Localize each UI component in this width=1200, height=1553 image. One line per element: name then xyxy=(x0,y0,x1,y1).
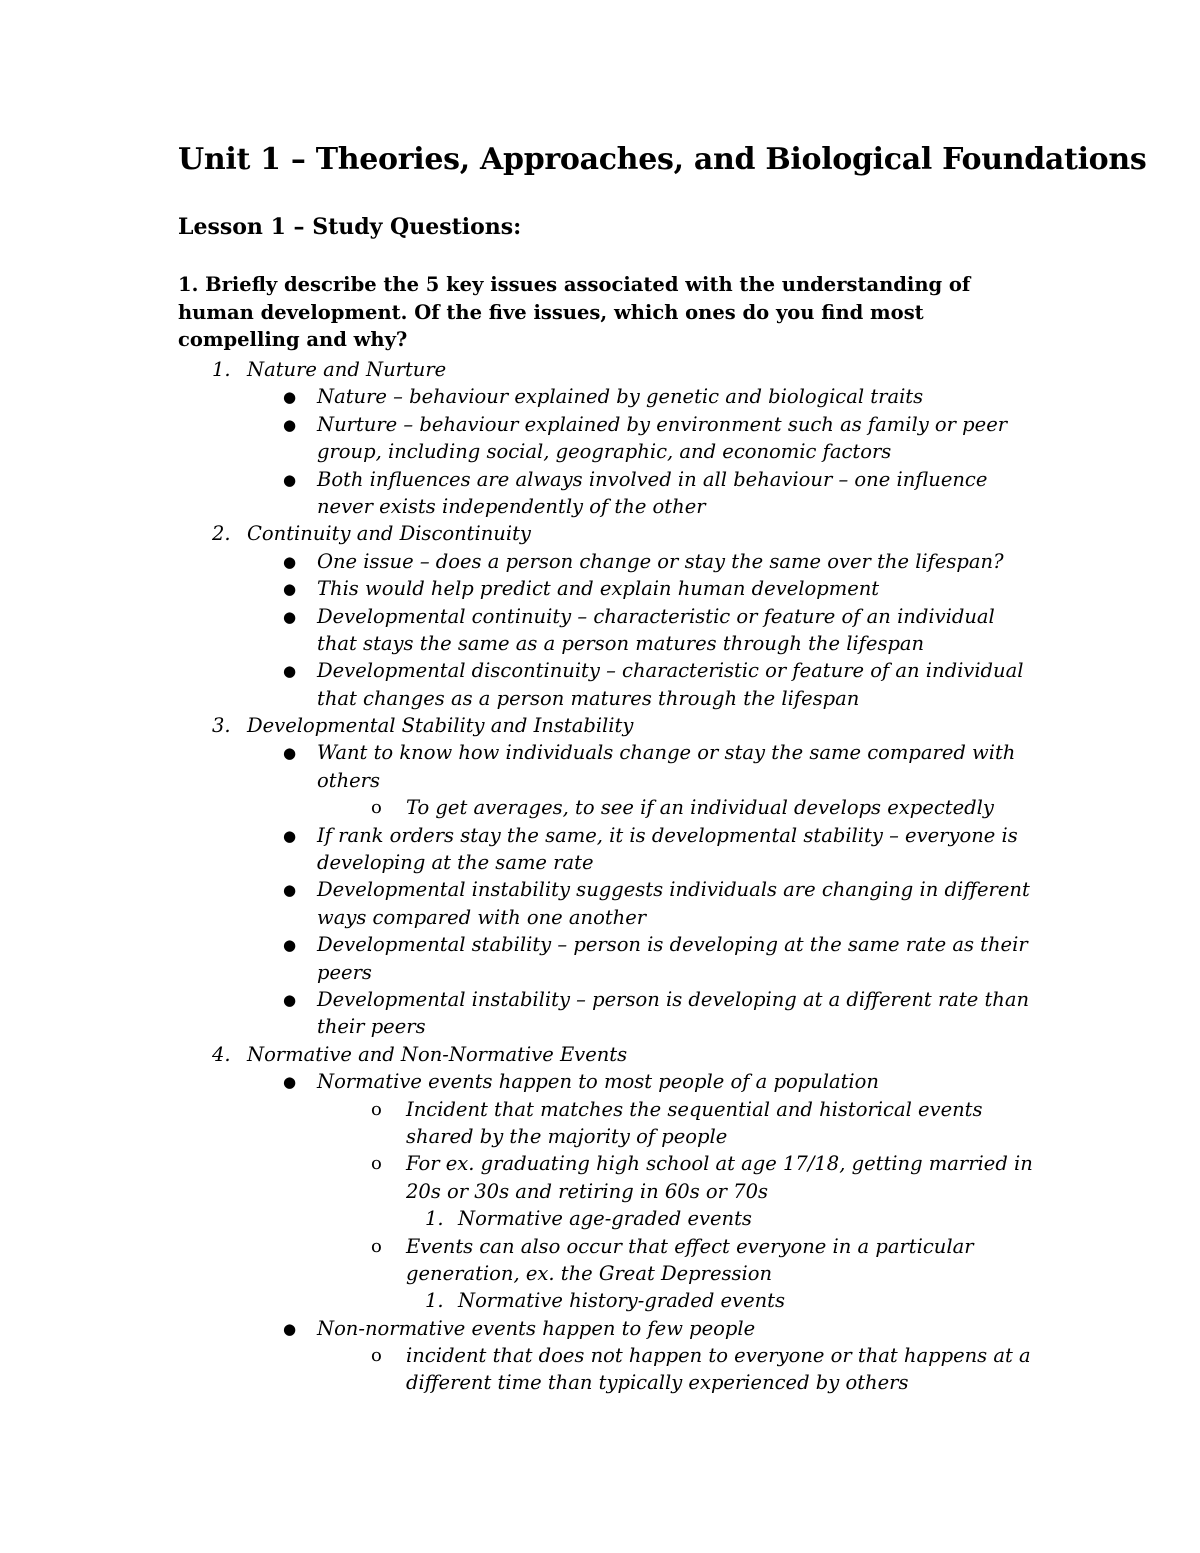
bullet-item-text: If rank orders stay the same, it is developmental stability – everyone is xyxy=(317,823,1018,847)
sub-bullet-item xyxy=(0,794,1200,821)
sub-bullet-text: different time than typically experienced by others xyxy=(406,1371,909,1395)
bullet-item xyxy=(0,1315,1200,1342)
sub-bullet-text: To get averages, to see if an individual develops expectedly xyxy=(406,796,994,820)
outline-item xyxy=(0,1041,1200,1068)
numbered-sub-item xyxy=(0,1287,1200,1314)
answer-outline xyxy=(0,356,1200,1397)
numbered-sub-item xyxy=(0,1205,1200,1232)
bullet-continuation xyxy=(0,630,1200,657)
numbered-marker: 1. xyxy=(425,1207,444,1231)
bullet-item-text: that changes as a person matures through the lifespan xyxy=(317,686,860,710)
bullet-item-text: ways compared with one another xyxy=(317,905,647,929)
bullet-continuation xyxy=(0,767,1200,794)
bullet-icon: ● xyxy=(283,388,297,407)
numbered-sub-item-text: Normative age-graded events xyxy=(458,1207,752,1231)
bullet-item-text: that stays the same as a person matures through the lifespan xyxy=(317,631,925,655)
bullet-item xyxy=(0,603,1200,630)
bullet-continuation xyxy=(0,438,1200,465)
bullet-icon: ● xyxy=(283,415,297,434)
bullet-item-text: One issue – does a person change or stay the same over the lifespan? xyxy=(317,549,1004,573)
bullet-continuation xyxy=(0,685,1200,712)
bullet-icon: ● xyxy=(283,744,297,763)
lesson-heading: Lesson 1 – Study Questions: xyxy=(178,214,522,240)
bullet-continuation xyxy=(0,1013,1200,1040)
bullet-item-text: Developmental discontinuity – characteristic or feature of an individual xyxy=(317,659,1024,683)
bullet-item xyxy=(0,657,1200,684)
numbered-marker: 3. xyxy=(212,714,231,738)
bullet-icon: ● xyxy=(283,1319,297,1338)
sub-bullet-text: generation, ex. the Great Depression xyxy=(406,1261,773,1285)
circle-bullet-icon: o xyxy=(371,1098,382,1120)
bullet-item xyxy=(0,931,1200,958)
sub-bullet-item xyxy=(0,1342,1200,1369)
sub-bullet-text: Incident that matches the sequential and historical events xyxy=(406,1097,983,1121)
bullet-item-text: Developmental instability – person is developing at a different rate than xyxy=(317,987,1030,1011)
sub-bullet-text: Events can also occur that effect everyone in a particular xyxy=(406,1234,974,1258)
bullet-icon: ● xyxy=(283,662,297,681)
bullet-item-text: Non-normative events happen to few people xyxy=(317,1316,756,1340)
outline-item-text: Nature and Nurture xyxy=(247,358,447,381)
bullet-item-text: Developmental stability – person is developing at the same rate as their xyxy=(317,933,1028,957)
sub-bullet-text: For ex. graduating high school at age 17/18, getting married in xyxy=(406,1152,1033,1176)
bullet-item xyxy=(0,548,1200,575)
bullet-item-text: Nature – behaviour explained by genetic and biological traits xyxy=(317,385,924,409)
numbered-marker: 4. xyxy=(212,1042,231,1066)
bullet-item xyxy=(0,383,1200,410)
numbered-sub-item-text: Normative history-graded events xyxy=(458,1289,786,1313)
bullet-icon: ● xyxy=(283,990,297,1009)
bullet-icon: ● xyxy=(283,936,297,955)
bullet-icon: ● xyxy=(283,826,297,845)
bullet-item-text: This would help predict and explain human development xyxy=(317,577,880,601)
bullet-item xyxy=(0,411,1200,438)
sub-bullet-text: shared by the majority of people xyxy=(406,1124,728,1148)
bullet-continuation xyxy=(0,493,1200,520)
bullet-continuation xyxy=(0,959,1200,986)
numbered-marker: 2. xyxy=(212,522,231,546)
bullet-item xyxy=(0,822,1200,849)
bullet-item-text: Nurture – behaviour explained by environment such as family or peer xyxy=(317,412,1008,436)
circle-bullet-icon: o xyxy=(371,797,382,819)
sub-bullet-continuation xyxy=(0,1260,1200,1287)
bullet-item-text: never exists independently of the other xyxy=(317,494,706,518)
circle-bullet-icon: o xyxy=(371,1153,382,1175)
outline-item xyxy=(0,712,1200,739)
bullet-item xyxy=(0,466,1200,493)
bullet-item xyxy=(0,575,1200,602)
bullet-item-text: others xyxy=(317,768,381,792)
sub-bullet-item xyxy=(0,1150,1200,1177)
bullet-item xyxy=(0,1068,1200,1095)
study-question: 1. Briefly describe the 5 key issues associated with the understanding of human development. Of the five issues, which ones do you find most compelling and why? xyxy=(178,273,971,351)
numbered-marker: 1. xyxy=(425,1289,444,1313)
outline-item-text: Continuity and Discontinuity xyxy=(247,522,531,546)
bullet-icon: ● xyxy=(283,580,297,599)
document-title: Unit 1 – Theories, Approaches, and Biological Foundations xyxy=(178,142,1147,177)
bullet-continuation xyxy=(0,904,1200,931)
bullet-item-text: group, including social, geographic, and economic factors xyxy=(317,440,892,464)
sub-bullet-continuation xyxy=(0,1178,1200,1205)
bullet-item-text: Want to know how individuals change or stay the same compared with xyxy=(317,741,1016,765)
numbered-marker: 1. xyxy=(212,358,231,381)
outline-item-text: Developmental Stability and Instability xyxy=(247,714,634,738)
circle-bullet-icon: o xyxy=(371,1345,382,1367)
bullet-item xyxy=(0,986,1200,1013)
sub-bullet-continuation xyxy=(0,1369,1200,1396)
sub-bullet-continuation xyxy=(0,1123,1200,1150)
bullet-icon: ● xyxy=(283,607,297,626)
bullet-item-text: developing at the same rate xyxy=(317,851,594,875)
bullet-icon: ● xyxy=(283,552,297,571)
bullet-continuation xyxy=(0,849,1200,876)
outline-item xyxy=(0,356,1200,383)
bullet-item-text: Both influences are always involved in all behaviour – one influence xyxy=(317,467,988,491)
sub-bullet-item xyxy=(0,1096,1200,1123)
outline-item-text: Normative and Non-Normative Events xyxy=(247,1042,628,1066)
sub-bullet-text: incident that does not happen to everyone or that happens at a xyxy=(406,1344,1031,1368)
sub-bullet-item xyxy=(0,1233,1200,1260)
circle-bullet-icon: o xyxy=(371,1235,382,1257)
sub-bullet-text: 20s or 30s and retiring in 60s or 70s xyxy=(406,1179,768,1203)
bullet-item-text: Developmental instability suggests individuals are changing in different xyxy=(317,878,1030,902)
bullet-icon: ● xyxy=(283,470,297,489)
bullet-item xyxy=(0,876,1200,903)
bullet-item-text: their peers xyxy=(317,1015,426,1039)
bullet-item-text: Normative events happen to most people of a population xyxy=(317,1070,879,1094)
bullet-icon: ● xyxy=(283,881,297,900)
bullet-item-text: Developmental continuity – characteristic or feature of an individual xyxy=(317,604,995,628)
bullet-item-text: peers xyxy=(317,960,372,984)
bullet-icon: ● xyxy=(283,1073,297,1092)
outline-item xyxy=(0,520,1200,547)
bullet-item xyxy=(0,739,1200,766)
